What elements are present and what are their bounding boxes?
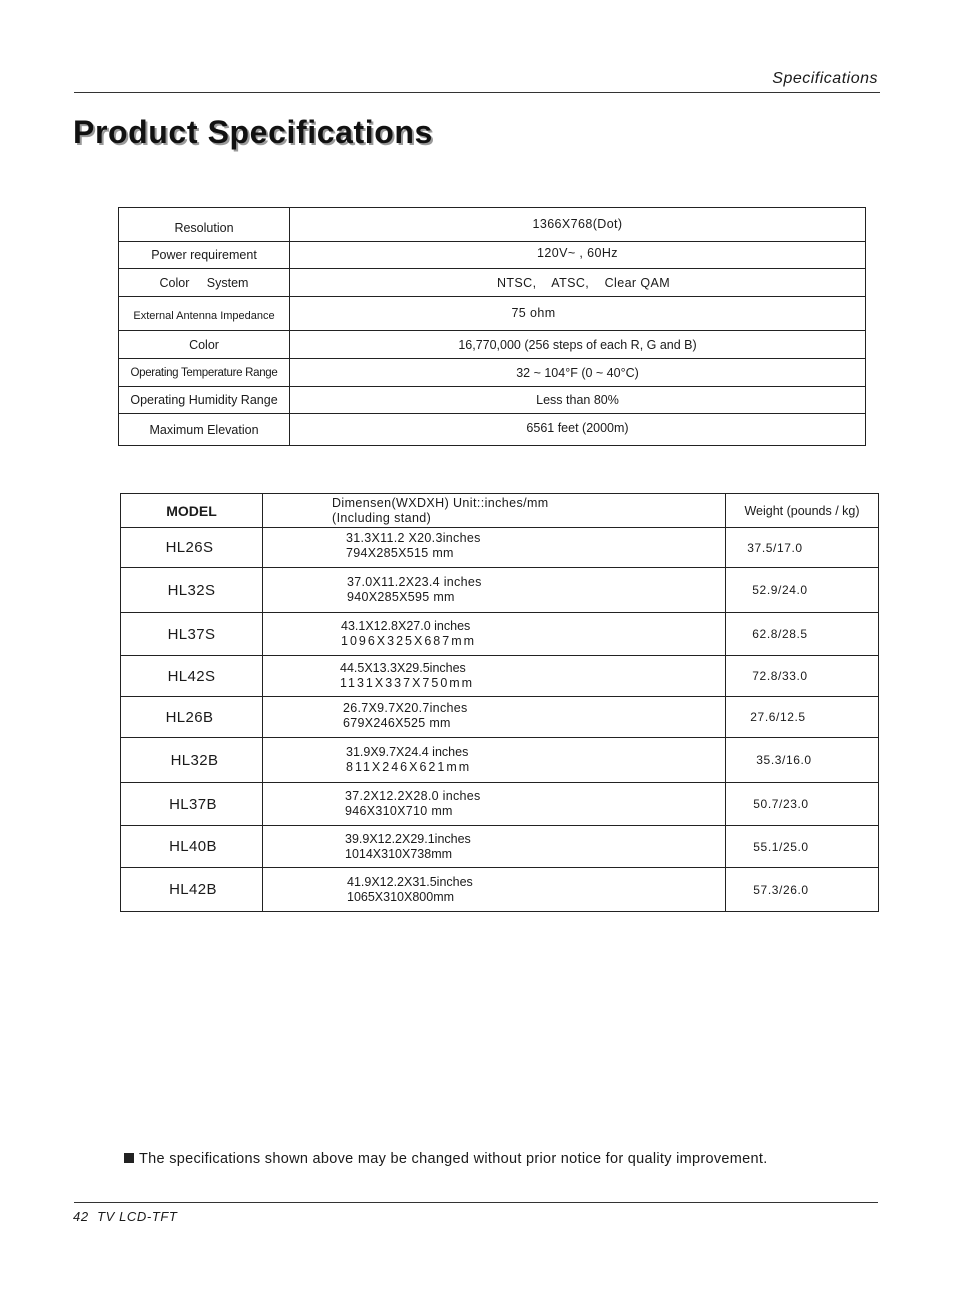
weight-value: 35.3/16.0 <box>726 738 879 783</box>
dimension-mm: 811X246X621mm <box>346 760 472 774</box>
spec-value: 32 ~ 104°F (0 ~ 40°C) <box>290 359 866 387</box>
footnote-text: The specifications shown above may be changed without prior notice for quality improvement. <box>139 1151 768 1167</box>
dimension-cell <box>263 528 726 568</box>
model-name: HL42B <box>121 868 263 912</box>
dimension-inches: 44.5X13.3X29.5inches <box>340 661 466 675</box>
dimension-cell <box>263 783 726 826</box>
model-name: HL32S <box>121 568 263 613</box>
weight-value: 52.9/24.0 <box>726 568 879 613</box>
weight-value: 50.7/23.0 <box>726 783 879 826</box>
table-row <box>121 613 879 656</box>
weight-value: 55.1/25.0 <box>726 826 879 868</box>
spec-label: Operating Temperature Range <box>119 359 290 387</box>
dimension-cell <box>263 738 726 783</box>
model-name: HL40B <box>121 826 263 868</box>
spec-row-elevation <box>119 414 866 446</box>
model-header: MODEL <box>121 494 263 528</box>
dimension-mm: 679X246X525 mm <box>343 715 451 730</box>
spec-row-antenna-impedance <box>119 297 866 331</box>
dimension-cell <box>263 656 726 697</box>
spec-label: Color <box>119 331 290 359</box>
spec-label: Color System <box>119 269 290 297</box>
dimension-inches: 43.1X12.8X27.0 inches <box>341 619 471 633</box>
model-name: HL32B <box>121 738 263 783</box>
spec-label: Operating Humidity Range <box>119 387 290 414</box>
spec-row-color <box>119 331 866 359</box>
spec-value: Less than 80% <box>290 387 866 414</box>
table-row <box>121 738 879 783</box>
spec-row-humidity <box>119 387 866 414</box>
model-name: HL37B <box>121 783 263 826</box>
weight-value: 57.3/26.0 <box>726 868 879 912</box>
weight-header: Weight (pounds / kg) <box>726 494 879 528</box>
section-header: Specifications <box>772 70 878 87</box>
model-table-header <box>121 494 879 528</box>
dimension-inches: 37.0X11.2X23.4 inches <box>347 575 482 589</box>
table-row <box>121 568 879 613</box>
weight-value: 62.8/28.5 <box>726 613 879 656</box>
dimension-inches: 39.9X12.2X29.1inches <box>345 831 471 846</box>
dimension-header-line1: Dimensen(WXDXH) Unit::inches/mm <box>332 495 549 510</box>
spec-row-power <box>119 242 866 269</box>
spec-row-temperature <box>119 359 866 387</box>
dimension-mm: 946X310X710 mm <box>345 804 453 818</box>
spec-value: 16,770,000 (256 steps of each R, G and B) <box>290 331 866 359</box>
dimension-cell <box>263 697 726 738</box>
spec-row-resolution <box>119 208 866 242</box>
page-footer: 42 TV LCD-TFT <box>73 1209 178 1224</box>
footnote <box>124 1151 768 1167</box>
dimension-cell <box>263 826 726 868</box>
dimension-mm: 1065X310X800mm <box>347 889 455 904</box>
footer-divider <box>74 1202 878 1203</box>
header-divider <box>74 92 880 93</box>
spec-label: Power requirement <box>119 242 290 269</box>
dimension-header-line2: (Including stand) <box>332 510 432 525</box>
spec-value: NTSC, ATSC, Clear QAM <box>290 269 866 297</box>
spec-value: 120V~ , 60Hz <box>290 242 866 269</box>
model-name: HL37S <box>121 613 263 656</box>
dimension-inches: 37.2X12.2X28.0 inches <box>345 789 481 803</box>
dimension-mm: 1014X310X738mm <box>345 846 453 861</box>
spec-label: External Antenna Impedance <box>119 297 290 331</box>
spec-value: 1366X768(Dot) <box>290 208 866 242</box>
dimension-cell <box>263 613 726 656</box>
spec-label: Maximum Elevation <box>119 414 290 446</box>
spec-label: Resolution <box>119 208 290 242</box>
table-row <box>121 528 879 568</box>
table-row <box>121 868 879 912</box>
model-name: HL26S <box>121 528 263 568</box>
table-row <box>121 697 879 738</box>
spec-row-color-system <box>119 269 866 297</box>
dimension-inches: 31.3X11.2 X20.3inches <box>346 531 481 545</box>
spec-table <box>118 207 866 446</box>
spec-value: 6561 feet (2000m) <box>290 414 866 446</box>
dimension-inches: 41.9X12.2X31.5inches <box>347 874 473 889</box>
weight-value: 37.5/17.0 <box>726 528 879 568</box>
dimension-mm: 1096X325X687mm <box>341 634 477 648</box>
weight-value: 27.6/12.5 <box>726 697 879 738</box>
dimension-mm: 940X285X595 mm <box>347 590 455 604</box>
spec-value: 75 ohm <box>290 297 866 331</box>
table-row <box>121 783 879 826</box>
dimension-inches: 31.9X9.7X24.4 inches <box>346 745 469 759</box>
model-table <box>120 493 879 912</box>
table-row <box>121 656 879 697</box>
dimension-mm: 794X285X515 mm <box>346 546 454 560</box>
dimension-cell <box>263 568 726 613</box>
dimension-inches: 26.7X9.7X20.7inches <box>343 700 468 715</box>
weight-value: 72.8/33.0 <box>726 656 879 697</box>
table-row <box>121 826 879 868</box>
page-title: Product Specifications <box>73 114 433 150</box>
dimension-mm: 1131X337X750mm <box>340 676 475 690</box>
square-bullet-icon <box>124 1153 134 1163</box>
dimension-header <box>263 494 726 528</box>
dimension-cell <box>263 868 726 912</box>
model-name: HL26B <box>121 697 263 738</box>
model-name: HL42S <box>121 656 263 697</box>
